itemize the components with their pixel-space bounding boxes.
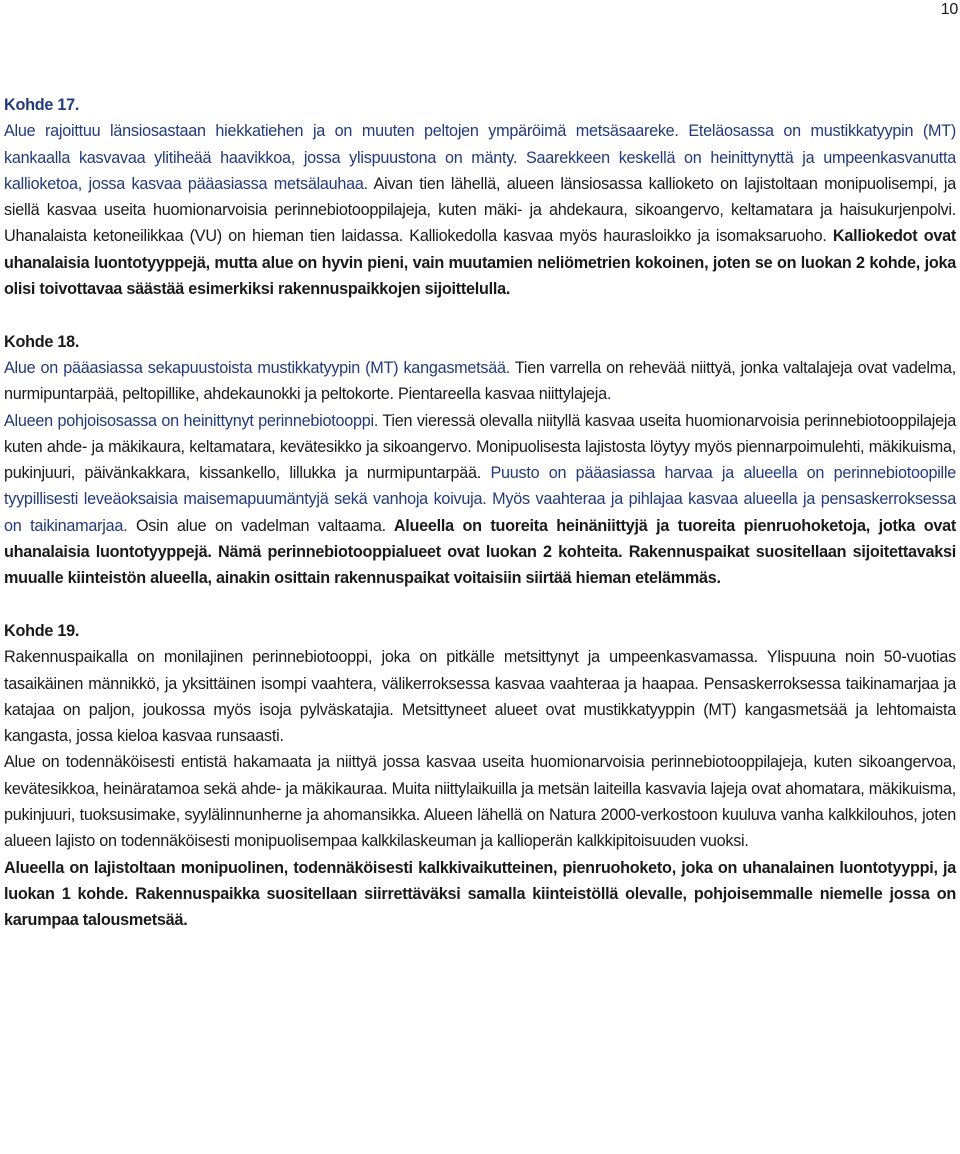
paragraph [4, 408, 956, 592]
text-run: Alue rajoittuu länsiosastaan hiekkatiehen ja on muuten peltojen ympäröimä metsäsaareke. Eteläosassa on mustikkatyypin (MT) kankaalla kasvavaa ylitiheää haavikkoa, jossa ylispuustona on mänty. Saarekkeen keskellä on heinittynyttä ja umpeenkasvanutta kallioketoa, jossa kasvaa pääasiassa metsälauhaa. [4, 122, 956, 193]
spacer [4, 302, 956, 328]
text-run: Osin alue on vadelman valtaama. [127, 516, 386, 535]
text-run: Tien varrella on rehevää niittyä, jonka valtalajeja ovat vadelma, nurmipuntarpää, peltopillike, ahdekaunokki ja peltokorte. Pientareella kasvaa niittylajeja [4, 358, 956, 404]
paragraph [4, 749, 956, 854]
section-heading: Kohde 18. [4, 332, 80, 351]
text-run: Alueen pohjoisosassa on heinittynyt perinnebiotooppi. [4, 411, 379, 430]
text-run-bold: Alueella on tuoreita heinäniittyjä ja tuoreita pienruohoketoja, jotka ovat uhanalaisia luontotyyppejä. Nämä perinnebiotooppialueet ovat luokan 2 kohteita. Rakennuspaikat suositellaan sijoitettavaksi muualle kiinteistön alueella, ainakin osittain rakennuspaikat voitaisiin siirtää hieman etelämmäs. [4, 516, 957, 588]
text-run: Tien vieressä olevalla niityllä kasvaa useita huomionarvoisia perinnebiotooppilajeja kuten ahde- ja mäkikaura, keltamatara, kevätesikko ja sikoangervo. Monipuolisesta lajistosta löytyy myös piennarpoimulehti, mäkikuisma, pukinjuuri, päivänkakkara, kissankello, lillukka ja nurmipuntarpää. [4, 411, 957, 483]
text-run: Puusto on pääasiassa harvaa ja alueella on perinnebiotoopille tyypillisesti leveäoksaisia maisemapuumäntyjä sekä vanhoja koivuja. Myös vaahteraa ja pihlajaa kasvaa alueella ja pensaskerroksessa on taikinamarjaa. [4, 464, 956, 535]
section-heading: Kohde 17. [4, 96, 80, 114]
paragraph [4, 355, 956, 408]
section-kohde-18 [4, 329, 956, 592]
page-number: 10 [940, 1, 958, 18]
text-run-bold: Alueella on lajistoltaan monipuolinen, todennäköisesti kalkkivaikutteinen, pienruohoketo, joka on uhanalainen luontotyyppi, ja luokan 1 kohde. Rakennuspaikka suositellaan siirrettäväksi samalla kiinteistöllä olevalle, pohjoisemmalle niemelle jossa on karumpaa talousmetsää. [4, 858, 956, 930]
text-run: . [606, 385, 612, 404]
text-run: Aivan tien lähellä, alueen länsiosassa kallioketo on lajistoltaan monipuolisempi, ja siellä kasvaa useita huomionarvoisia perinnebiotooppilajeja, kuten mäki- ja ahdekaura, sikoangervo, keltamatara ja haisukurjenpolvi. Uhanalaista ketoneilikkaa (VU) on hieman tien laidassa. Kalliokedolla kasvaa myös haurasloikko ja isomaksaruoho. [4, 174, 957, 246]
section-kohde-19 [4, 618, 956, 934]
text-run: Rakennuspaikalla on monilajinen perinnebiotooppi, joka on pitkälle metsittynyt ja umpeenkasvamassa. Ylispuuna noin 50-vuotias tasaikäinen männikkö, ja yksittäinen isompi vaahtera, välikerroksessa kasvaa vaahteraa ja haapaa. Pensaskerroksessa taikinamarjaa ja katajaa on paljon, joukossa myös isoja pylväskatajia. Metsittyneet alueet ovat mustikkatyyppin (MT) kangasmetsää ja lehtomaista kangasta, jossa kieloa kasvaa runsaasti. [4, 648, 956, 746]
paragraph [4, 855, 956, 934]
text-run: Alue on todennäköisesti entistä hakamaata ja niittyä jossa kasvaa useita huomionarvoisia perinnebiotooppilajeja, kuten sikoangervoa, kevätesikkoa, heinäratamoa sekä ahde- ja mäkikauraa. Muita niittylaikuilla ja metsän laiteilla kasvavia lajeja ovat ahomatara, mäkikuisma, pukinjuuri, tuoksusimake, syylälinnunherne ja ahomansikka. Alueen lähellä on Natura 2000-verkostoon kuuluva vanha kalkkilouhos, joten alueen lajisto on todennäköisesti monipuolisempaa kalkkilaskeuman ja kallioperän kalkkipitoisuuden vuoksi. [4, 753, 956, 851]
document-body [4, 92, 956, 934]
paragraph [4, 118, 956, 302]
paragraph [4, 644, 956, 749]
section-heading: Kohde 19. [4, 621, 80, 640]
section-kohde-17 [4, 92, 956, 302]
text-run: Alue on pääasiassa sekapuustoista mustikkatyypin (MT) kangasmetsää. [4, 358, 510, 377]
text-run-bold: Kalliokedot ovat uhanalaisia luontotyyppejä, mutta alue on hyvin pieni, vain muutamien neliömetrien kokoinen, joten se on luokan 2 kohde, joka olisi toivottavaa säästää esimerkiksi rakennuspaikkojen sijoittelulla. [4, 227, 957, 299]
spacer [4, 592, 956, 618]
